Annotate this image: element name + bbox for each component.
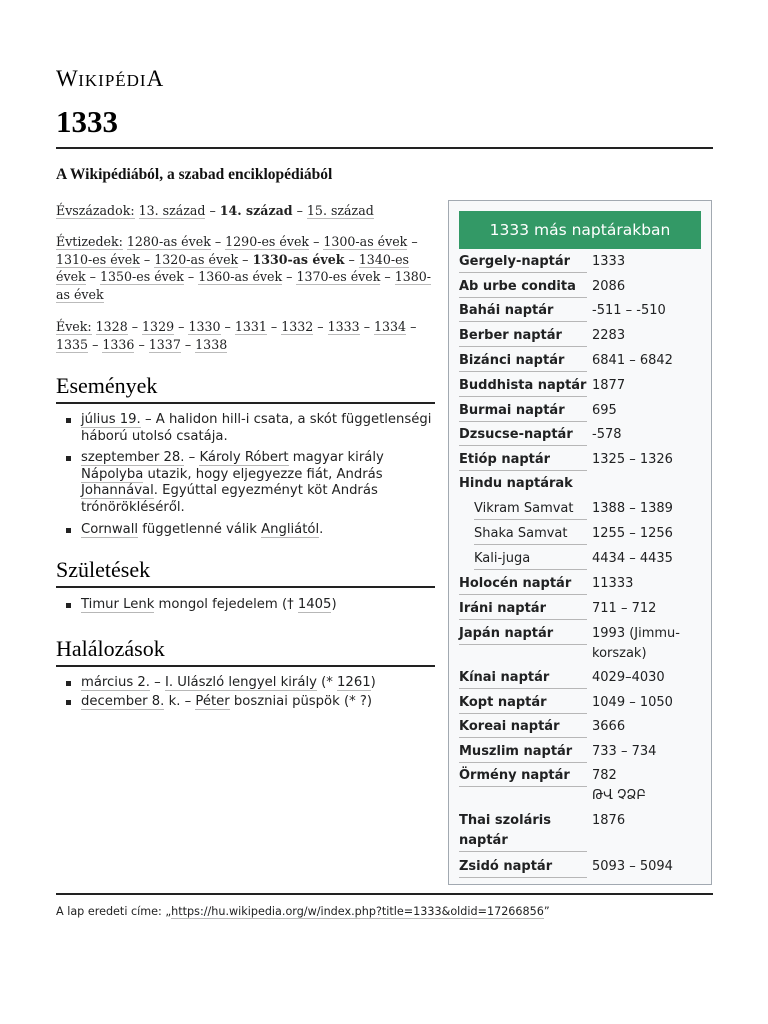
separator: – xyxy=(89,269,96,285)
article-link[interactable]: Angliától xyxy=(261,521,320,537)
date-link[interactable]: július 19. xyxy=(81,412,141,427)
separator: – xyxy=(138,336,145,352)
list-item xyxy=(56,675,436,692)
calendar-value xyxy=(592,766,702,806)
calendar-value: 5093 – 5094 xyxy=(592,859,673,874)
years-label: Évek: xyxy=(56,319,92,334)
separator: – xyxy=(214,234,222,249)
decade-link[interactable]: 1280-as évek xyxy=(126,234,211,249)
calendar-link[interactable]: Japán naptár xyxy=(459,624,587,645)
calendar-link[interactable]: Kali-juga xyxy=(474,549,587,570)
births-list xyxy=(56,597,436,614)
events-list xyxy=(56,412,436,538)
event-text: – xyxy=(149,675,165,690)
separator: – xyxy=(184,336,192,352)
calendar-value: 1255 – 1256 xyxy=(592,526,673,541)
year-link[interactable]: 1329 xyxy=(142,319,175,334)
century-link-prev[interactable]: 13. század xyxy=(138,203,206,218)
article-link[interactable]: Johannával xyxy=(81,483,154,499)
deaths-list xyxy=(56,675,436,710)
separator: – xyxy=(296,203,303,218)
calendar-link[interactable]: Kopt naptár xyxy=(459,693,587,714)
event-text: . Egyúttal egyezményt köt András trónörökléséről. xyxy=(81,483,378,515)
calendar-value: 4434 – 4435 xyxy=(592,551,673,566)
decade-link[interactable]: 1350-es évek xyxy=(99,269,184,285)
calendar-value: 1877 xyxy=(592,378,626,393)
year-link[interactable]: 1405 xyxy=(297,597,332,612)
calendar-value: 711 – 712 xyxy=(592,601,657,616)
separator: – xyxy=(187,269,195,285)
decade-current: 1330-as évek xyxy=(252,251,345,267)
calendar-value: 11333 xyxy=(592,576,634,591)
calendar-value: 4029–4030 xyxy=(592,670,665,685)
year-link[interactable]: 1331 xyxy=(234,319,267,334)
title-rule xyxy=(56,147,713,149)
separator: – xyxy=(410,319,417,334)
footer-source xyxy=(56,905,550,918)
event-text: – xyxy=(184,450,200,466)
wordmark-last: A xyxy=(146,66,164,91)
years-nav xyxy=(56,318,436,353)
calendar-link[interactable]: Gergely-naptár xyxy=(459,252,587,273)
separator: – xyxy=(242,251,249,267)
calendar-value: -511 – -510 xyxy=(592,303,666,318)
year-link[interactable]: 1261 xyxy=(337,675,371,690)
year-link[interactable]: 1330 xyxy=(188,319,221,334)
event-text: függetlenné válik xyxy=(138,521,262,537)
separator: – xyxy=(92,336,99,352)
article-link[interactable]: Timur Lenk xyxy=(81,597,155,612)
separator: – xyxy=(209,203,216,218)
calendar-link[interactable]: Bizánci naptár xyxy=(459,351,587,372)
separator: – xyxy=(317,319,324,334)
calendar-link[interactable]: Berber naptár xyxy=(459,326,587,347)
event-text: ) xyxy=(370,675,376,690)
calendar-value: 6841 – 6842 xyxy=(592,353,673,368)
calendar-value: 1388 – 1389 xyxy=(592,501,673,516)
decades-nav xyxy=(56,233,436,303)
footer-prefix: A lap eredeti címe: „ xyxy=(56,905,172,918)
calendar-link[interactable]: Ab urbe condita xyxy=(459,277,587,298)
calendar-link[interactable]: Bahái naptár xyxy=(459,301,587,322)
year-link[interactable]: 1337 xyxy=(148,336,181,352)
year-link[interactable]: 1332 xyxy=(281,319,314,334)
calendar-value: 1325 – 1326 xyxy=(592,452,673,467)
article-link[interactable]: Péter xyxy=(195,693,230,709)
calendar-link[interactable]: Iráni naptár xyxy=(459,599,587,620)
list-item xyxy=(56,412,436,445)
century-link-next[interactable]: 15. század xyxy=(306,203,374,218)
article-link[interactable]: Nápolyba xyxy=(81,466,144,482)
separator: – xyxy=(143,251,151,267)
calendar-value: 2283 xyxy=(592,328,626,343)
event-text: mongol fejedelem († xyxy=(154,597,298,612)
article-link[interactable]: Cornwall xyxy=(81,521,139,537)
wordmark-first: W xyxy=(56,66,79,91)
calendar-infobox xyxy=(448,200,712,885)
calendar-link[interactable]: Etióp naptár xyxy=(459,450,587,471)
calendar-value: 1876 xyxy=(592,813,626,828)
centuries-nav xyxy=(56,202,436,220)
year-link[interactable]: 1334 xyxy=(374,319,407,334)
event-text: . xyxy=(319,521,324,537)
event-text: k. – xyxy=(164,693,196,709)
calendar-link[interactable]: Holocén naptár xyxy=(459,574,587,595)
event-text: utazik, hogy eljegyezze fiát, András xyxy=(143,466,383,482)
separator: – xyxy=(348,251,355,267)
calendar-link[interactable]: Koreai naptár xyxy=(459,717,587,738)
separator: – xyxy=(384,269,391,285)
article-link[interactable]: I. Ulászló lengyel király xyxy=(164,675,317,690)
calendar-link[interactable]: Kínai naptár xyxy=(459,668,587,689)
separator: – xyxy=(411,234,418,249)
calendar-link[interactable]: Zsidó naptár xyxy=(459,857,587,878)
calendar-link[interactable]: Buddhista naptár xyxy=(459,376,587,397)
infobox-title: 1333 más naptárakban xyxy=(459,211,701,249)
footer-rule xyxy=(56,893,713,895)
decade-link[interactable]: 1310-es évek xyxy=(56,251,140,267)
calendar-value: -578 xyxy=(592,427,622,442)
separator: – xyxy=(224,319,231,334)
section-heading-events: Események xyxy=(56,373,435,404)
list-item xyxy=(56,522,436,539)
centuries-label: Évszázadok: xyxy=(56,203,135,218)
calendar-link[interactable]: Thai szoláris naptár xyxy=(459,811,587,852)
footer-suffix: ” xyxy=(543,905,550,918)
tagline: A Wikipédiából, a szabad enciklopédiából xyxy=(56,166,333,183)
calendar-link[interactable]: Shaka Samvat xyxy=(474,524,587,545)
list-item xyxy=(56,694,436,711)
event-text: (* xyxy=(316,675,338,690)
calendar-value: 2086 xyxy=(592,279,626,294)
armenian-number: 782 xyxy=(592,768,617,783)
article-link[interactable]: Károly Róbert xyxy=(199,450,289,466)
separator: – xyxy=(363,319,370,334)
decade-link[interactable]: 1370-es évek xyxy=(296,269,381,285)
separator: – xyxy=(286,269,293,285)
separator: – xyxy=(313,234,320,249)
calendar-link[interactable]: Vikram Samvat xyxy=(474,499,587,520)
calendar-value: 1333 xyxy=(592,254,626,269)
year-link[interactable]: 1336 xyxy=(102,336,135,352)
separator: – xyxy=(131,319,139,334)
section-heading-deaths: Halálozások xyxy=(56,636,435,667)
decade-link[interactable]: 1360-as évek xyxy=(198,269,283,285)
calendar-value: 1993 (Jimmu-korszak) xyxy=(592,626,680,661)
date-link[interactable]: szeptember 28. xyxy=(81,450,185,466)
calendar-link[interactable]: Burmai naptár xyxy=(459,401,587,422)
list-item xyxy=(56,450,436,516)
calendar-value: 733 – 734 xyxy=(592,744,657,759)
century-current: 14. század xyxy=(219,203,293,218)
decade-link[interactable]: 1340-es évek xyxy=(56,251,410,285)
wordmark-small: IKIPÉDI xyxy=(78,71,147,90)
date-link[interactable]: március 2. xyxy=(81,675,150,690)
year-link[interactable]: 1335 xyxy=(56,336,89,352)
calendar-link[interactable]: Dzsucse-naptár xyxy=(459,425,587,446)
decades-label: Évtizedek: xyxy=(56,234,123,249)
calendar-link[interactable]: Örmény naptár xyxy=(459,766,587,787)
section-heading-births: Születések xyxy=(56,557,435,588)
event-text: magyar király xyxy=(288,450,384,466)
decade-link[interactable]: 1290-es évek xyxy=(225,234,310,249)
source-url-link[interactable]: https://hu.wikipedia.org/w/index.php?title=1333&oldid=17266856 xyxy=(171,905,544,918)
separator: – xyxy=(178,319,185,334)
decade-link[interactable]: 1300-as évek xyxy=(323,234,408,249)
separator: – xyxy=(270,319,278,334)
event-text: – A halidon hill-i csata, a skót függetlenségi háború utolsó csatája. xyxy=(81,412,432,444)
year-link[interactable]: 1338 xyxy=(195,336,228,352)
calendar-link[interactable]: Muszlim naptár xyxy=(459,742,587,763)
year-link-current[interactable]: 1333 xyxy=(327,319,360,334)
decade-link[interactable]: 1380-as évek xyxy=(56,269,431,302)
wikipedia-wordmark[interactable] xyxy=(56,66,164,92)
armenian-letters: ԹՎ ՉՁԲ xyxy=(592,788,646,803)
decade-link[interactable]: 1320-as évek xyxy=(154,251,239,267)
calendar-group-label: Hindu naptárak xyxy=(459,476,573,491)
page-title: 1333 xyxy=(56,104,118,139)
event-text: ) xyxy=(331,597,337,612)
calendar-value: 1049 – 1050 xyxy=(592,695,673,710)
date-link[interactable]: december 8. xyxy=(81,693,165,709)
calendar-value: 3666 xyxy=(592,719,626,734)
calendar-value: 695 xyxy=(592,403,617,418)
year-link[interactable]: 1328 xyxy=(95,319,128,334)
event-text: boszniai püspök (* ?) xyxy=(229,693,373,709)
list-item xyxy=(56,597,436,614)
